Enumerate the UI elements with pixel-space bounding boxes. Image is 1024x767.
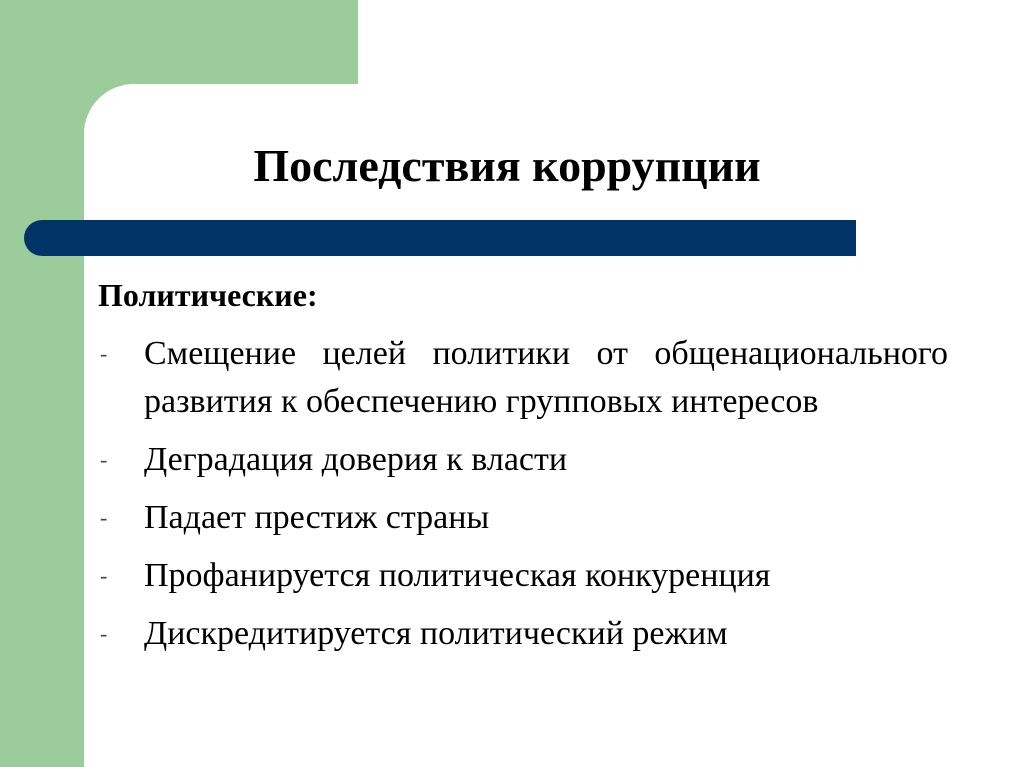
bullet-dash-icon: - <box>100 505 108 530</box>
bullet-dash-icon: - <box>100 341 108 366</box>
list-item <box>100 552 948 600</box>
list-item-text: Смещение целей политики от общенационального развития к обеспечению групповых интересов <box>144 335 948 420</box>
list-item-text: Дискредитируется политический режим <box>144 615 728 652</box>
list-item-text: Падает престиж страны <box>144 499 490 536</box>
slide-title: Последствия коррупции <box>253 140 761 191</box>
bullet-dash-icon: - <box>100 563 108 588</box>
section-heading: Политические: <box>98 277 318 313</box>
bullet-dash-icon: - <box>100 447 108 472</box>
list-item-text: Деградация доверия к власти <box>144 441 568 478</box>
list-item <box>100 494 948 542</box>
list-item <box>100 436 948 484</box>
decor-green-strip-left <box>0 0 84 767</box>
list-item <box>100 330 948 426</box>
list-item-text: Профанируется политическая конкуренция <box>144 557 771 594</box>
consequences-list <box>100 330 948 668</box>
bullet-dash-icon: - <box>100 621 108 646</box>
title-underline-bar <box>24 220 856 256</box>
list-item <box>100 610 948 658</box>
